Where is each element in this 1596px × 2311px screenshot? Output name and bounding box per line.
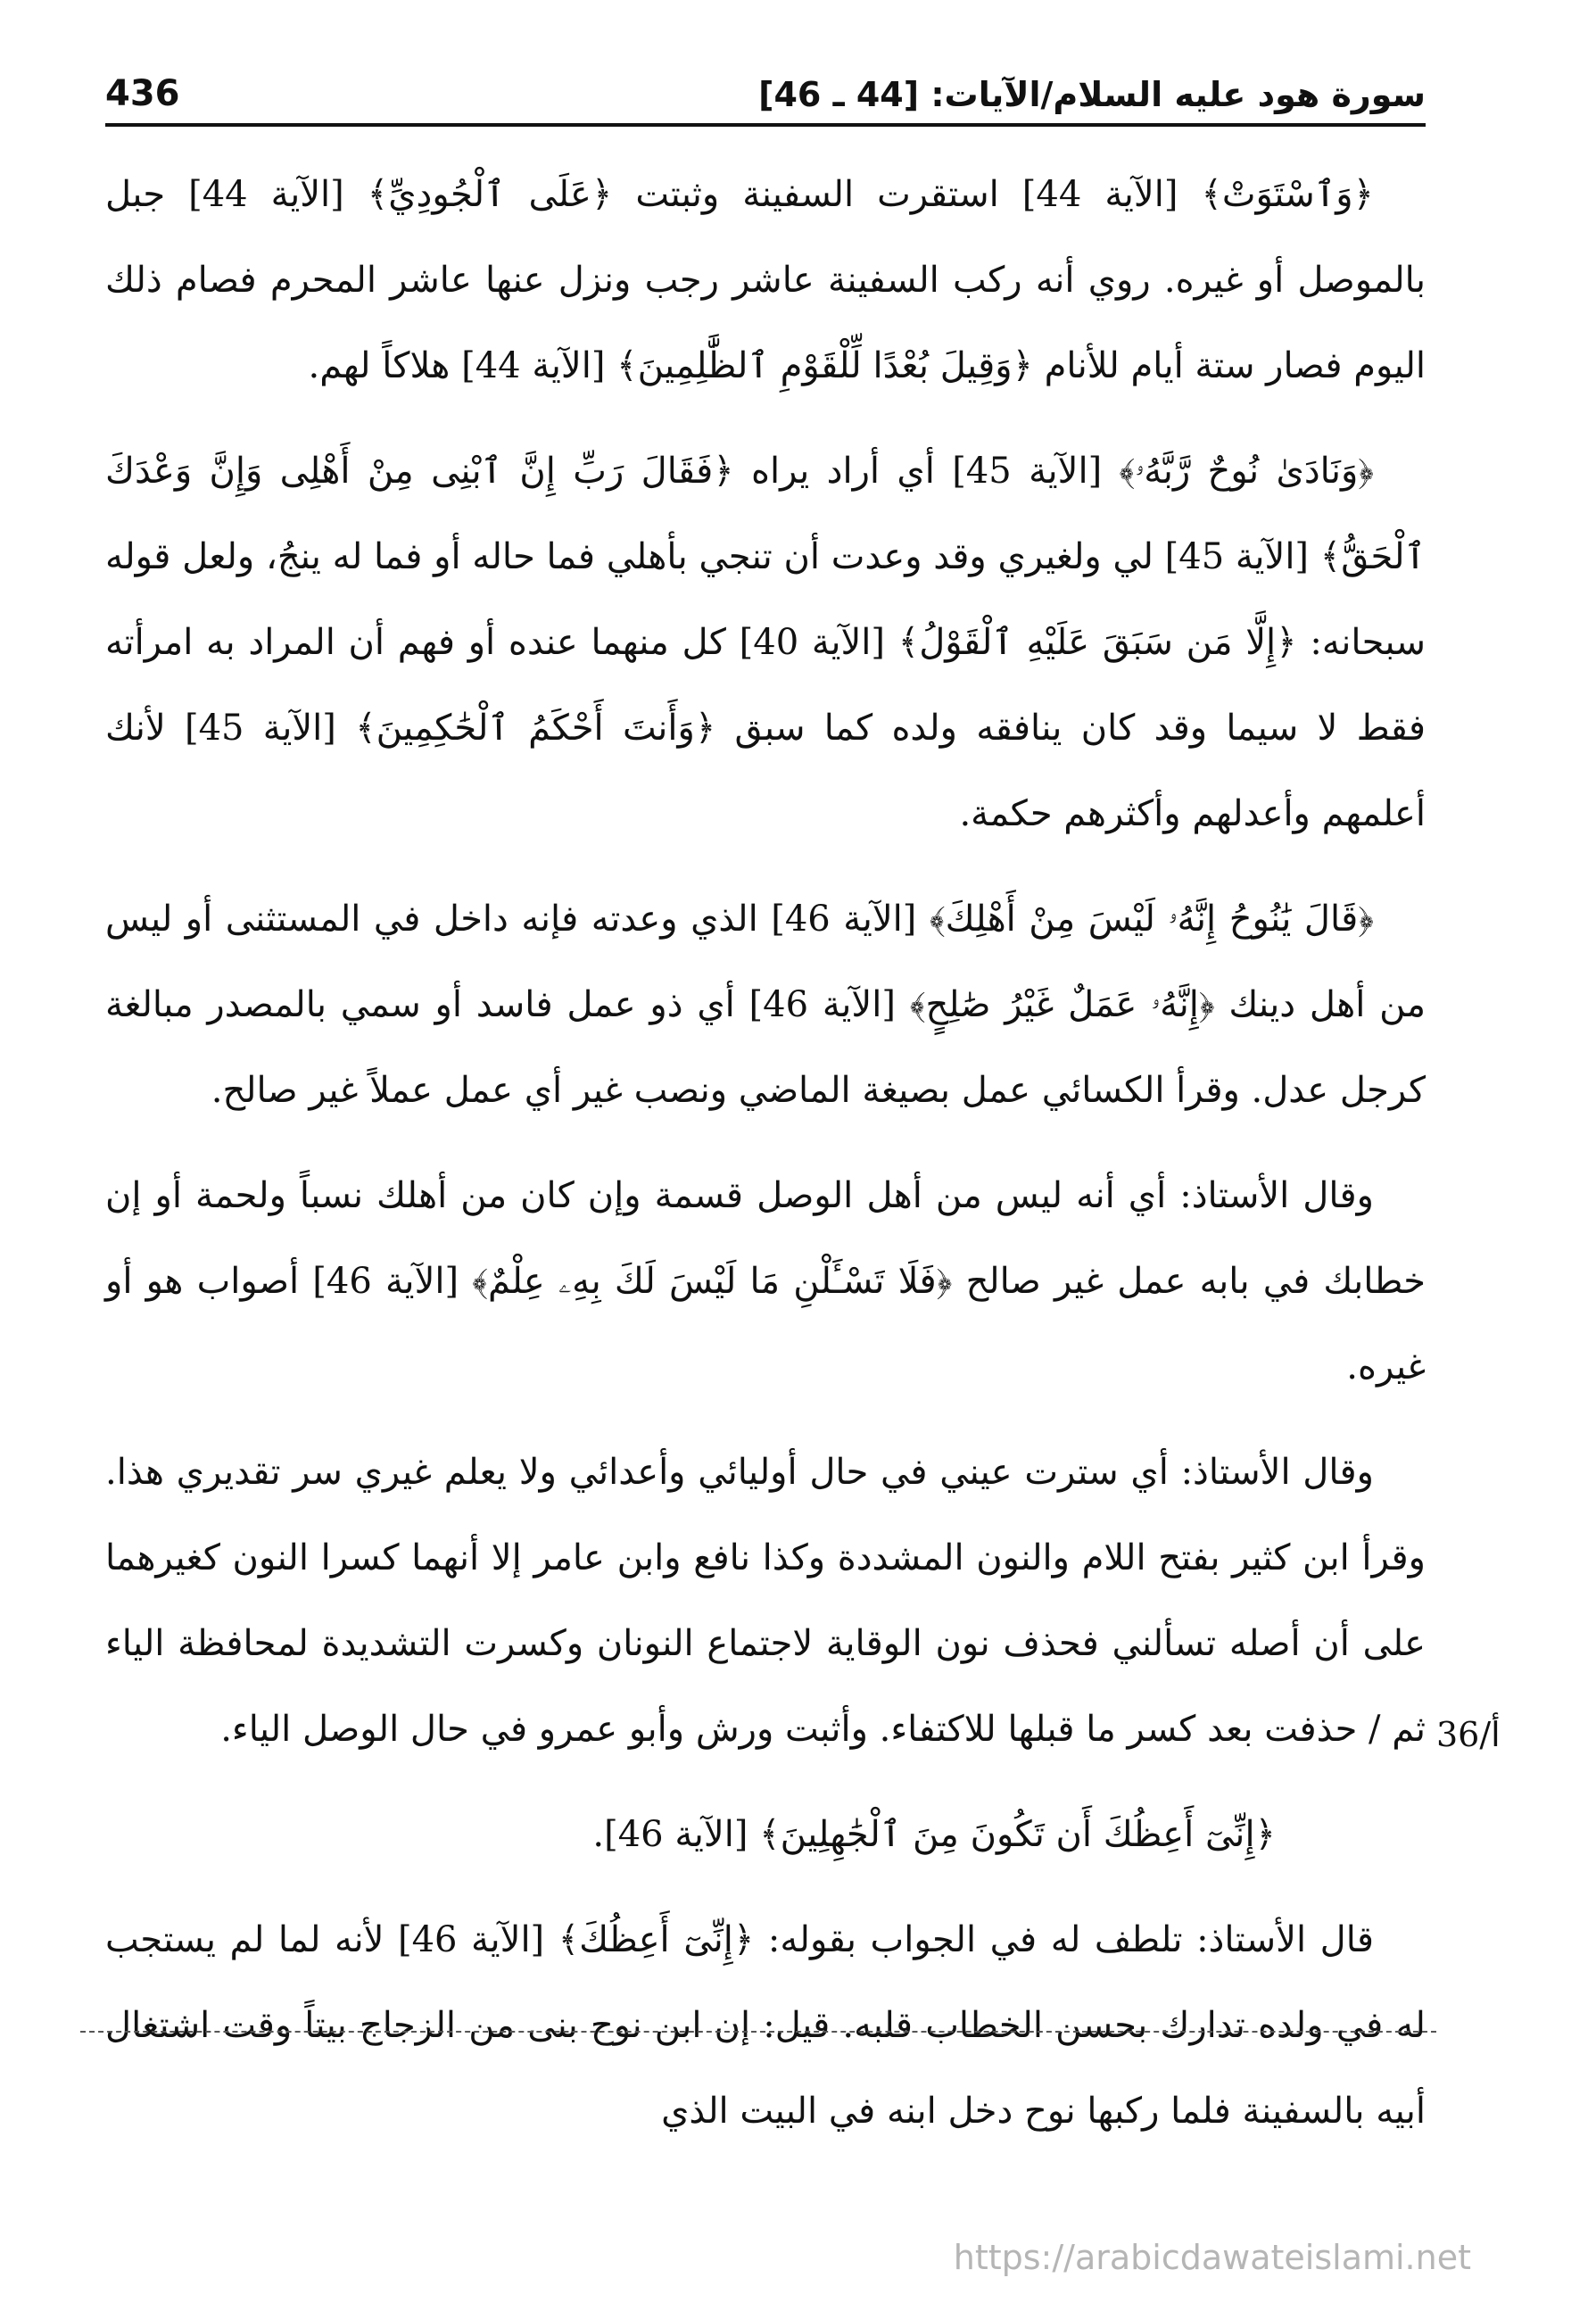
paragraph-quran-quote: ﴿إِنِّىٓ أَعِظُكَ أَن تَكُونَ مِنَ ٱلْجَٰهِلِينَ﴾ [الآية 46]. — [592, 1814, 1276, 1855]
paragraph-verse-44: ﴿وَٱسْتَوَتْ﴾ [الآية 44] استقرت السفينة وثبتت ﴿عَلَى ٱلْجُودِيِّ﴾ [الآية 44] جبل بالموصل أو غيره. روي أنه ركب السفينة عاشر رجب ونزل عنها عاشر المحرم فصام ذلك اليوم فصار ستة أيام للأنام ﴿وَقِيلَ بُعْدًا لِّلْقَوْمِ ٱلظَّٰلِمِينَ﴾ [الآية 44] هلاكاً لهم. — [105, 174, 1426, 386]
paragraph-verse-45: ﴿وَنَادَىٰ نُوحٌ رَّبَّهُۥ﴾ [الآية 45] أي أراد يراه ﴿فَقَالَ رَبِّ إِنَّ ٱبْنِى مِنْ أَهْلِى وَإِنَّ وَعْدَكَ ٱلْحَقُّ﴾ [الآية 45] لي ولغيري وقد وعدت أن تنجي بأهلي فما حاله أو فما له ينجُ، ولعل قوله سبحانه: ﴿إِلَّا مَن سَبَقَ عَلَيْهِ ٱلْقَوْلُ﴾ [الآية 40] كل منهما عنده أو فهم أن المراد به امرأته فقط لا سيما وقد كان ينافقه ولده كما سبق ﴿وَأَنتَ أَحْكَمُ ٱلْحَٰكِمِينَ﴾ [الآية 45] لأنك أعلمهم وأعدلهم وأكثرهم حكمة. — [105, 451, 1426, 834]
page-number: 436 — [105, 73, 180, 114]
paragraph-ustadh-2: وقال الأستاذ: أي سترت عيني في حال أوليائي وأعدائي ولا يعلم غيري سر تقديري هذا. وقرأ ابن كثير بفتح اللام والنون المشددة وكذا نافع وابن عامر إلا أنهما كسرا النون كغيرهما على أن أصله تسألني فحذف نون الوقاية لاجتماع النونان وكسرت التشديدة لمحافظة الياء ثم / حذفت بعد كسر ما قبلها للاكتفاء. وأثبت ورش وأبو عمرو في حال الوصل الياء. — [105, 1452, 1426, 1750]
paragraph-ustadh-3: قال الأستاذ: تلطف له في الجواب بقوله: ﴿إِنِّىٓ أَعِظُكَ﴾ [الآية 46] لأنه لما لم يستجب له في ولده تدارك بحسن الخطاب قلبه. قيل: إن ابن نوح بنى من الزجاج بيتاً وقت اشتغال أبيه بالسفينة فلما ركبها نوح دخل ابنه في البيت الذي — [105, 1919, 1426, 2132]
page-header — [105, 52, 1426, 114]
site-watermark: https://arabicdawateislami.net — [953, 2238, 1471, 2277]
paragraph-ustadh-1: وقال الأستاذ: أي أنه ليس من أهل الوصل قسمة وإن كان من أهلك نسباً ولحمة أو إن خطابك في بابه عمل غير صالح ﴿فَلَا تَسْـَٔلْنِ مَا لَيْسَ لَكَ بِهِۦ عِلْمٌ﴾ [الآية 46] أصواب هو أو غيره. — [105, 1175, 1426, 1387]
body-text — [105, 152, 1426, 2174]
paragraph-verse-46: ﴿قَالَ يَٰنُوحُ إِنَّهُۥ لَيْسَ مِنْ أَهْلِكَ﴾ [الآية 46] الذي وعدته فإنه داخل في المستثنى أو ليس من أهل دينك ﴿إِنَّهُۥ عَمَلٌ غَيْرُ صَٰلِحٍ﴾ [الآية 46] أي ذو عمل فاسد أو سمي بالمصدر مبالغة كرجل عدل. وقرأ الكسائي عمل بصيغة الماضي ونصب غير أي عمل عملاً غير صالح. — [105, 899, 1426, 1111]
dashed-divider — [80, 2031, 1436, 2033]
running-title: سورة هود عليه السلام/الآيات: [44 ـ 46] — [758, 75, 1426, 114]
header-divider — [105, 123, 1426, 127]
manuscript-folio-marker: 36/أ — [1436, 1715, 1501, 1754]
